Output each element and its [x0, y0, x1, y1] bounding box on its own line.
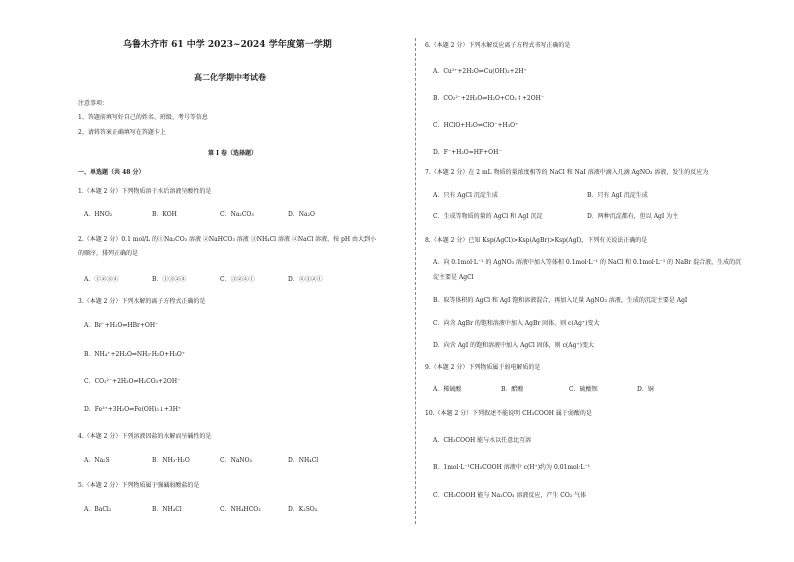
- document-title: 乌鲁木齐市 61 中学 2023~2024 学年度第一学期: [123, 40, 332, 50]
- q7-stem: 7.（本题 2 分）在 2 mL 物质的量浓度相等的 NaCl 和 NaI 溶液中滴入几滴 AgNO₃ 溶液，发生的反应为: [425, 169, 709, 176]
- q3-stem: 3.（本题 2 分）下列水解的离子方程式正确的是: [78, 298, 206, 305]
- q4-option-d: D．NH₄Cl: [288, 457, 319, 464]
- q9-option-b: B．醋酸: [501, 386, 524, 393]
- q2-stem: 2.（本题 2 分）0.1 mol/L 的①Na₂CO₃ 溶液 ②NaHCO₃ 溶液 ③NH₄Cl 溶液 ④NaCl 溶液，按 pH 由大到小: [78, 236, 377, 243]
- q8-option-a-cont: 淀主要是 AgCl: [433, 274, 474, 281]
- q3-option-c: C．CO₃²⁻+2H₂O⇌H₂CO₃+2OH⁻: [84, 378, 181, 385]
- q2-option-b: B．①③②④: [152, 276, 187, 283]
- q10-option-b: B．1mol·L⁻¹CH₃COOH 溶液中 c(H⁺)约为 0.01mol·L⁻¹: [433, 464, 591, 471]
- q5-option-c: C．NH₄HCO₃: [220, 506, 261, 513]
- q10-option-c: C．CH₃COOH 能与 Na₂CO₃ 溶液反应，产生 CO₂ 气体: [433, 492, 587, 499]
- q4-option-c: C．NaNO₃: [220, 457, 252, 464]
- q8-stem: 8.（本题 2 分）已知 Ksp(AgCl)>Ksp(AgBr)>Ksp(AgI)，下列有关说法正确的是: [425, 237, 648, 244]
- q8-option-d: D．向含 AgI 的饱和溶液中加入 AgCl 固体，则 c(Ag⁺)变大: [433, 342, 594, 349]
- q2-option-a: A．①②③④: [84, 276, 119, 283]
- q9-option-a: A．稀硫酸: [433, 386, 462, 393]
- notes-heading: 注意事项：: [78, 100, 109, 107]
- section-title: 第 I 卷（选择题）: [208, 150, 257, 157]
- q1-option-c: C．Na₂CO₃: [220, 211, 254, 218]
- q1-options: [84, 211, 356, 219]
- document-subtitle: 高二化学期中考试卷: [194, 72, 266, 82]
- q7-option-c: C．生成等物质的量的 AgCl 和 AgI 沉淀: [433, 213, 543, 220]
- q10-option-a: A．CH₃COOH 能与水以任意比互溶: [433, 437, 532, 444]
- q6-stem: 6.（本题 2 分）下列水解反应离子方程式书写正确的是: [425, 42, 571, 49]
- q4-options: [84, 457, 356, 465]
- note-item-2: 2、请将答案正确填写在答题卡上: [78, 129, 166, 136]
- note-item-1: 1、答题前填写好自己的姓名、班级、考号等信息: [78, 114, 208, 121]
- q6-option-c: C．HClO+H₂O⇌ClO⁻+H₃O⁺: [433, 122, 519, 129]
- section-part: 一、单选题（共 48 分）: [78, 169, 145, 176]
- q9-stem: 9.（本题 2 分）下列物质属于弱电解质的是: [425, 364, 541, 371]
- q6-option-b: B．CO₃²⁻+2H₂O⇌H₂O+CO₂↑+2OH⁻: [433, 95, 545, 102]
- q4-stem: 4.（本题 2 分）下列溶液因盐的水解而呈碱性的是: [78, 433, 212, 440]
- column-divider: [415, 38, 416, 524]
- q7-option-a: A．只有 AgCl 沉淀生成: [433, 192, 498, 199]
- q3-option-a: A．Br⁻+H₂O⇌HBr+OH⁻: [84, 322, 159, 329]
- q5-option-d: D．K₂SO₃: [288, 506, 318, 513]
- q6-option-d: D．F⁻+H₂O=HF+OH⁻: [433, 149, 502, 156]
- q2-option-d: D．④③②①: [288, 276, 323, 283]
- q7-option-b: B．只有 AgI 沉淀生成: [587, 192, 648, 199]
- q9-options: [433, 386, 705, 394]
- q1-option-a: A．HNO₂: [84, 211, 113, 218]
- q5-option-b: B．NH₄Cl: [152, 506, 182, 513]
- left-column: [78, 0, 408, 562]
- q10-stem: 10.（本题 2 分）下列叙述不能说明 CH₃COOH 属于弱酸的是: [425, 410, 592, 417]
- q5-option-a: A．BaCl₂: [84, 506, 112, 513]
- q3-option-b: B．NH₄⁺+2H₂O⇌NH₃·H₂O+H₃O⁺: [84, 351, 185, 358]
- q8-option-b: B．取等体积的 AgCl 和 AgI 饱和溶液混合，再加入足量 AgNO₃ 溶液，生成的沉淀主要是 AgI: [433, 297, 688, 304]
- right-column: [425, 0, 765, 562]
- q1-option-b: B．KOH: [152, 211, 177, 218]
- q4-option-b: B．NH₃·H₂O: [152, 457, 190, 464]
- q2-stem-cont: 的顺序，排列正确的是: [78, 250, 139, 257]
- q8-option-a: A．向 0.1mol·L⁻¹ 的 AgNO₃ 溶液中加入等体积 0.1mol·L⁻¹ 的 NaCl 和 0.1mol·L⁻¹ 的 NaBr 混合液，生成的沉: [433, 259, 742, 266]
- q8-option-c: C．向含 AgBr 的饱和溶液中加入 AgBr 固体，则 c(Ag⁺)变大: [433, 320, 600, 327]
- q7-options-row2: [433, 213, 678, 221]
- q7-options-row1: [433, 192, 648, 200]
- q6-option-a: A．Cu²⁺+2H₂O⇌Cu(OH)₂+2H⁺: [433, 68, 527, 75]
- q9-option-d: D．铜: [637, 386, 654, 393]
- q5-stem: 5.（本题 2 分）下列物质属于强碱弱酸盐的是: [78, 482, 200, 489]
- q1-option-d: D．Na₂O: [288, 211, 315, 218]
- q2-options: [84, 276, 356, 284]
- q5-options: [84, 506, 356, 514]
- q7-option-d: D．两种沉淀都有，但以 AgI 为主: [587, 213, 679, 220]
- q4-option-a: A．Na₂S: [84, 457, 110, 464]
- q9-option-c: C．硫酸钡: [569, 386, 598, 393]
- q3-option-d: D．Fe³⁺+3H₂O⇌Fe(OH)₃↓+3H⁺: [84, 406, 182, 413]
- q2-option-c: C．③②④①: [220, 276, 255, 283]
- q1-stem: 1.（本题 2 分）下列物质溶于水后溶液呈酸性的是: [78, 188, 212, 195]
